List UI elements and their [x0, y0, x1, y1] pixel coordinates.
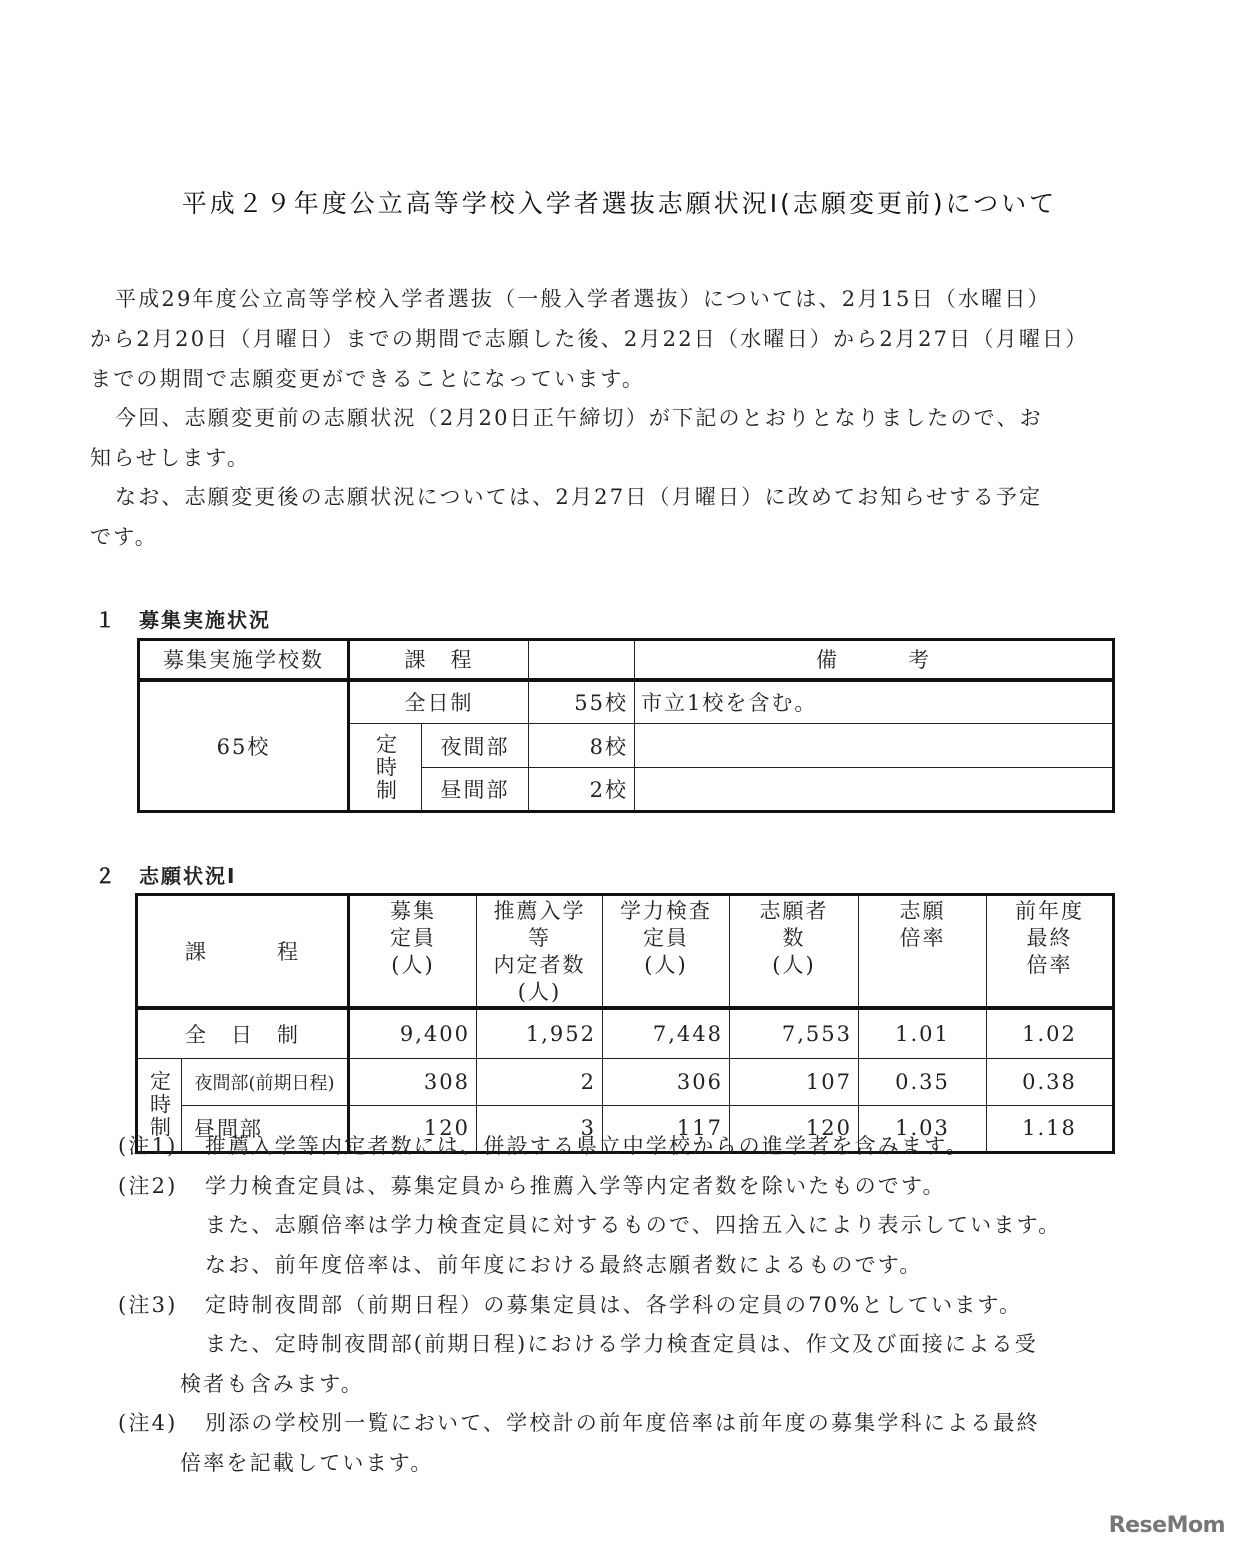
- note-text: 推薦入学等内定者数には、併設する県立中学校からの進学者を含みます。: [205, 1134, 969, 1158]
- section2-heading: ２ 志願状況Ⅰ: [95, 864, 237, 888]
- intro-line: なお、志願変更後の志願状況については、2月27日（月曜日）に改めてお知らせする予定: [115, 485, 1043, 509]
- note-text: 学力検査定員は、募集定員から推薦入学等内定者数を除いたものです。: [205, 1174, 946, 1198]
- capacity: 308: [349, 1058, 477, 1105]
- capacity: 9,400: [349, 1008, 477, 1058]
- exam-capacity: 117: [603, 1105, 730, 1152]
- application-status-table: [135, 893, 1115, 1154]
- note-label: (注4): [118, 1411, 178, 1435]
- header-capacity: 定員: [390, 926, 436, 950]
- school-count: 2校: [529, 768, 635, 812]
- note-label: (注2): [118, 1174, 178, 1198]
- ratio: 1.03: [859, 1105, 987, 1152]
- intro-line: 今回、志願変更前の志願状況（2月20日正午締切）が下記のとおりとなりましたので、お: [115, 406, 1043, 430]
- course-name: 昼間部: [422, 768, 529, 812]
- applicants: 7,553: [730, 1008, 859, 1058]
- intro-line: です。: [90, 525, 158, 549]
- school-count: 8校: [529, 724, 635, 768]
- prev-ratio: 1.02: [987, 1008, 1114, 1058]
- page-title: 平成２９年度公立高等学校入学者選抜志願状況Ⅰ(志願変更前)について: [181, 189, 1058, 218]
- note-text: なお、前年度倍率は、前年度における最終志願者数によるものです。: [205, 1253, 923, 1277]
- header-applicants: 数: [782, 926, 806, 950]
- recommended: 3: [477, 1105, 603, 1152]
- intro-line: 知らせします。: [90, 446, 251, 470]
- teijisei-label: 定時制: [137, 1058, 182, 1152]
- header-ratio: 志願: [899, 899, 946, 923]
- header-applicants: (人): [772, 953, 816, 977]
- course-name: 夜間部: [422, 724, 529, 768]
- note-label: (注3): [118, 1293, 178, 1317]
- teijisei-label: 定時制: [349, 724, 422, 812]
- school-count: 55校: [529, 680, 635, 724]
- header-schools: 募集実施学校数: [139, 640, 349, 680]
- recruitment-table: [137, 638, 1115, 813]
- total-schools: 65校: [139, 680, 349, 812]
- header-blank: [529, 640, 635, 680]
- header-prev-ratio: 前年度: [1015, 899, 1084, 923]
- header-exam-capacity: 学力検査: [620, 899, 712, 923]
- header-remarks: 備 考: [635, 640, 1114, 680]
- header-course: 課 程: [137, 895, 349, 1009]
- header-exam-capacity: (人): [644, 953, 688, 977]
- course-name: 全 日 制: [137, 1008, 349, 1058]
- header-recommended: (人): [517, 980, 562, 1004]
- recommended: 2: [477, 1058, 603, 1105]
- applicants: 120: [730, 1105, 859, 1152]
- note-text: 検者も含みます。: [180, 1372, 364, 1396]
- course-name: 昼間部: [182, 1105, 349, 1152]
- header-course: 課 程: [349, 640, 529, 680]
- course-name: 全日制: [349, 680, 529, 724]
- intro-line: 平成29年度公立高等学校入学者選抜（一般入学者選抜）については、2月15日（水曜日）: [115, 287, 1051, 311]
- section1-heading: １ 募集実施状況: [95, 608, 271, 632]
- applicants: 107: [730, 1058, 859, 1105]
- note-text: 別添の学校別一覧において、学校計の前年度倍率は前年度の募集学科による最終: [205, 1411, 1040, 1435]
- ratio: 1.01: [859, 1008, 987, 1058]
- remarks: 市立1校を含む。: [635, 680, 1114, 724]
- capacity: 120: [349, 1105, 477, 1152]
- header-applicants: 志願者: [759, 899, 829, 923]
- header-exam-capacity: 定員: [643, 926, 689, 950]
- note-text: 倍率を記載しています。: [180, 1451, 434, 1475]
- table-row: [137, 1058, 1114, 1105]
- header-prev-ratio: 倍率: [1026, 953, 1073, 977]
- header-capacity: 募集: [390, 899, 436, 923]
- header-recommended: 内定者数: [493, 953, 586, 977]
- ratio: 0.35: [859, 1058, 987, 1105]
- recommended: 1,952: [477, 1008, 603, 1058]
- remarks: [635, 724, 1114, 768]
- header-recommended: 推薦入学等: [493, 899, 586, 950]
- prev-ratio: 1.18: [987, 1105, 1114, 1152]
- header-ratio: 倍率: [899, 926, 946, 950]
- note-text: また、定時制夜間部(前期日程)における学力検査定員は、作文及び面接による受: [205, 1332, 1038, 1356]
- prev-ratio: 0.38: [987, 1058, 1114, 1105]
- header-prev-ratio: 最終: [1026, 926, 1073, 950]
- resemom-logo: ReseMom: [1108, 1513, 1225, 1538]
- course-name: 夜間部(前期日程): [182, 1058, 349, 1105]
- exam-capacity: 306: [603, 1058, 730, 1105]
- remarks: [635, 768, 1114, 812]
- exam-capacity: 7,448: [603, 1008, 730, 1058]
- note-label: (注1): [118, 1134, 178, 1158]
- note-text: 定時制夜間部（前期日程）の募集定員は、各学科の定員の70%としています。: [205, 1293, 1023, 1317]
- header-capacity: (人): [391, 953, 435, 977]
- note-text: また、志願倍率は学力検査定員に対するもので、四捨五入により表示しています。: [205, 1213, 1062, 1237]
- table-row: [137, 1008, 1114, 1058]
- intro-line: から2月20日（月曜日）までの期間で志願した後、2月22日（水曜日）から2月27日（月曜日）: [90, 327, 1089, 351]
- intro-line: までの期間で志願変更ができることになっています。: [90, 367, 646, 391]
